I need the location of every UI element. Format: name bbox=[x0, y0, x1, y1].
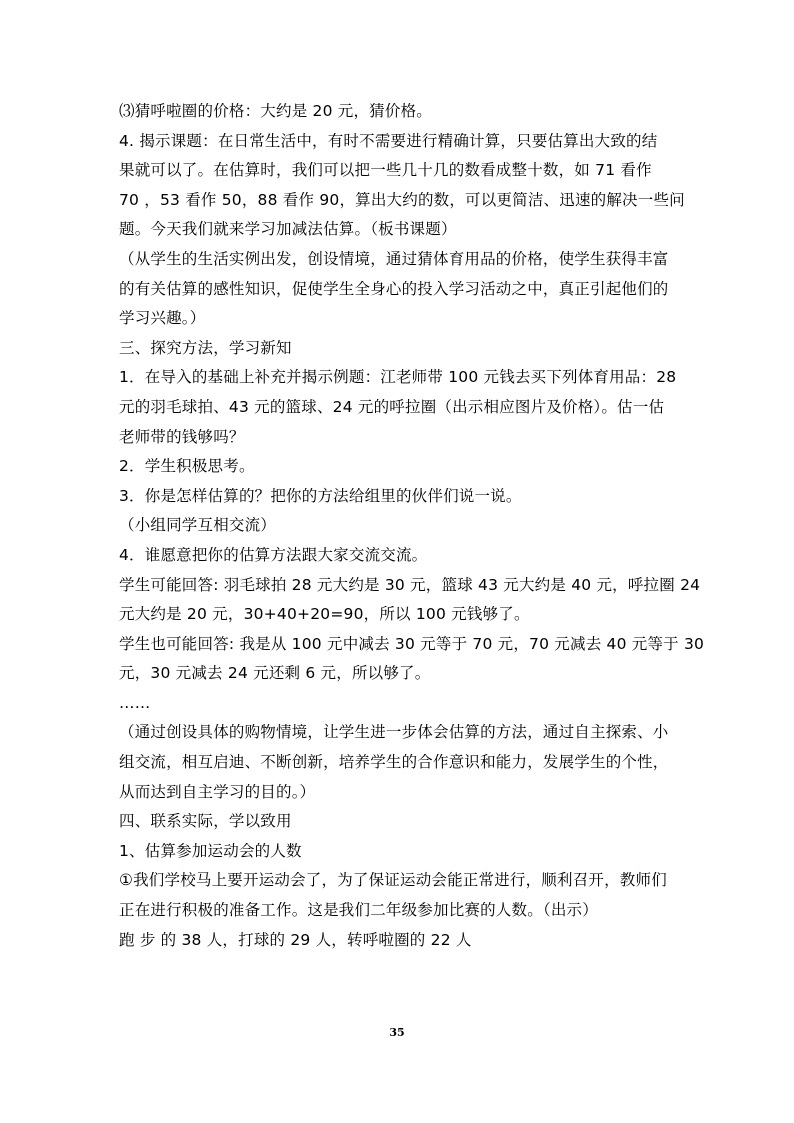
page-number: 35 bbox=[389, 1026, 405, 1039]
text-line: 跑 步 的 38 人，打球的 29 人，转呼啦圈的 22 人 bbox=[119, 930, 472, 949]
text-line: …… bbox=[119, 693, 151, 712]
text-line: 题。今天我们就来学习加减法估算。（板书课题） bbox=[119, 220, 457, 239]
text-line: 1、估算参加运动会的人数 bbox=[119, 841, 302, 860]
text-line: 2．学生积极思考。 bbox=[119, 457, 255, 476]
document-body bbox=[119, 97, 705, 955]
text-line: 元大约是 20 元，30+40+20=90，所以 100 元钱够了。 bbox=[119, 605, 530, 624]
text-line: （通过创设具体的购物情境，让学生进一步体会估算的方法，通过自主探索、小 bbox=[119, 723, 669, 742]
text-line: 1．在导入的基础上补充并揭示例题：江老师带 100 元钱去买下列体育用品：28 bbox=[119, 368, 677, 387]
text-line: 从而达到自主学习的目的。） bbox=[119, 782, 316, 801]
text-line: 学习兴趣。） bbox=[119, 309, 206, 328]
text-line: 元的羽毛球拍、43 元的篮球、24 元的呼拉圈（出示相应图片及价格）。估一估 bbox=[119, 397, 665, 416]
text-line: 老师带的钱够吗？ bbox=[119, 427, 245, 446]
text-line: 3．你是怎样估算的？把你的方法给组里的伙伴们说一说。 bbox=[119, 486, 522, 505]
text-line: 学生可能回答: 羽毛球拍 28 元大约是 30 元，篮球 43 元大约是 40 元，呼拉圈 24 bbox=[119, 575, 701, 594]
section-heading: 四、联系实际，学以致用 bbox=[119, 812, 292, 831]
text-line: （从学生的生活实例出发，创设情境，通过猜体育用品的价格，使学生获得丰富 bbox=[119, 249, 669, 268]
text-line: 果就可以了。在估算时，我们可以把一些几十几的数看成整十数，如 71 看作 bbox=[119, 161, 652, 180]
text-line: ①我们学校马上要开运动会了，为了保证运动会能正常进行，顺利召开，教师们 bbox=[119, 871, 667, 890]
text-line: 的有关估算的感性知识，促使学生全身心的投入学习活动之中，真正引起他们的 bbox=[119, 279, 669, 298]
text-line: 正在进行积极的准备工作。这是我们二年级参加比赛的人数。（出示） bbox=[119, 901, 598, 920]
text-line: 组交流，相互启迪、不断创新，培养学生的合作意识和能力，发展学生的个性， bbox=[119, 753, 669, 772]
section-heading: 三、探究方法，学习新知 bbox=[119, 338, 292, 357]
text-line: 4. 揭示课题：在日常生活中，有时不需要进行精确计算，只要估算出大致的结 bbox=[119, 131, 658, 150]
text-line: （小组同学互相交流） bbox=[119, 516, 277, 535]
text-line: ⑶猜呼啦圈的价格：大约是 20 元，猜价格。 bbox=[119, 102, 432, 120]
text-line: 元，30 元减去 24 元还剩 6 元，所以够了。 bbox=[119, 664, 431, 683]
text-line: 70 ，53 看作 50，88 看作 90，算出大约的数，可以更简洁、迅速的解决一些问 bbox=[119, 190, 685, 209]
text-line: 4．谁愿意把你的估算方法跟大家交流交流。 bbox=[119, 545, 428, 564]
text-line: 学生也可能回答: 我是从 100 元中减去 30 元等于 70 元，70 元减去 40 元等于 30 bbox=[119, 634, 705, 653]
